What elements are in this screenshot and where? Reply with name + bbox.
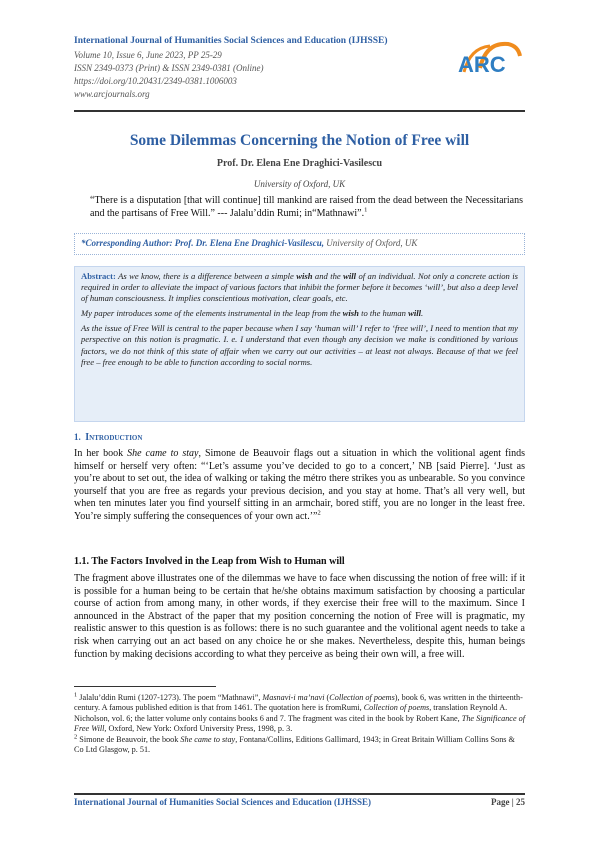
arc-logo xyxy=(456,38,522,78)
corresponding-label: *Corresponding Author: xyxy=(81,238,173,248)
article-author: Prof. Dr. Elena Ene Draghici-Vasilescu xyxy=(216,158,383,169)
article-title: Some Dilemmas Concerning the Notion of Free will xyxy=(129,132,470,149)
corresponding-affiliation: University of Oxford, UK xyxy=(326,238,418,248)
footnote-rule xyxy=(74,686,216,687)
doi-link[interactable]: https://doi.org/10.20431/2349-0381.1006003 xyxy=(74,76,237,86)
footnote-1: $^1$ Jalalu’ddin Rumi (1207-1273). The poem “Mathnawi”, Masnavi-i ma’navi (Collection of poems), book 6, was written in the thirteenth-century. A famous published edition is that from 1461. The quotation here is fromRumi, Collection of poems, translation Reynold A. Nicholson, vol. 6; the latter volume only contains books 6 and 7. The fragment was cited in the book by Robert Kane, The Significance of Free Will, Oxford, New York: Oxford University Press, 1998, p. 3. xyxy=(74,691,525,733)
footer-rule xyxy=(74,793,525,795)
volume-info: Volume 10, Issue 6, June 2023, PP 25-29 xyxy=(74,50,222,60)
header-rule xyxy=(74,110,525,112)
epigraph xyxy=(90,195,523,220)
abstract-paragraph-1: Abstract: As we know, there is a difference between a simple wish and the will of an individual. Not only a concrete action is required in order to alleviate the impact of various factors that inhibit the former before it becomes ‘will’, but also a deep level of human consciousness. It implies conscientious motivation, clear goals, etc. xyxy=(81,271,518,304)
author-affiliation: University of Oxford, UK xyxy=(253,179,346,189)
footnotes xyxy=(74,693,525,757)
abstract-paragraph-3: As the issue of Free Will is central to the paper because when I say ‘human will’ I refer to ‘free will’, I need to mention that my perspective on this notion is pragmatic. I. e. I understand that even though any decision we make is conditioned by various factors, we do not think of this state of affair when we carry out our activities – at least not always. Because of that we feel free – free enough to be able to function according to social norms. xyxy=(81,323,518,367)
corresponding-name: Prof. Dr. Elena Ene Draghici-Vasilescu, xyxy=(174,238,324,248)
epigraph-text: “There is a disputation [that will continue] till mankind are raised from the dead between the Necessitarians and the partisans of Free Will.” --- Jalalu’ddin Rumi; in“Mathnawi”. xyxy=(90,195,523,219)
issn-info: ISSN 2349-0373 (Print) & ISSN 2349-0381 (Online) xyxy=(74,63,264,73)
subsection-heading: 1.1. The Factors Involved in the Leap from Wish to Human will xyxy=(74,556,345,567)
page-number: Page | 25 xyxy=(491,797,525,807)
abstract-box xyxy=(74,266,525,422)
subsection-paragraph: The fragment above illustrates one of the dilemmas we have to face when discussing the notion of free will: if it is possible for a human being to be certain that he/she obtains maximum satisfaction by choosing a particular course of action from among many, in other words, if they exercise their free will to the maximum. Since I announced in the Abstract of the paper that my position concerning the notion of Free will is pragmatic, my realistic answer to this question is as follows: there is no such guarantee and the volitional agent needs to take a risk when carrying out an act based on any choice he or she makes. Nevertheless, despite this, human beings function by making decisions according to what they perceive as being their own will, a free will. xyxy=(74,573,525,660)
footnote-ref-2[interactable]: 2 xyxy=(317,509,321,517)
abstract-label: Abstract: xyxy=(81,271,116,281)
website-link[interactable]: www.arcjournals.org xyxy=(74,89,150,99)
introduction-paragraph: In her book She came to stay, Simone de Beauvoir flags out a situation in which the volitional agent finds himself or herself very often: “‘Let’s assume you’ve decided to go to a concert,’ NB [said Pierre]. ‘Just as you’re about to set out, the idea of walking or taking the métro there strikes you as unbearable. So you convince yourself that you are free as regards your previous decision, and you stay at home. That’s all very well, but when ten minutes later you find yourself sitting in an armchair, bored stiff, you are no longer in the least free. You’re simply suffering the consequences of your own act.’”$^2$ xyxy=(74,448,525,522)
journal-name: International Journal of Humanities Social Sciences and Education (IJHSSE) xyxy=(74,36,388,46)
footnote-ref-1[interactable]: 1 xyxy=(364,206,368,214)
footer-journal-name: International Journal of Humanities Social Sciences and Education (IJHSSE) xyxy=(74,797,372,807)
abstract-paragraph-2: My paper introduces some of the elements instrumental in the leap from the wish to the human will. xyxy=(81,308,424,319)
footnote-2: $^2$ Simone de Beauvoir, the book She came to stay, Fontana/Collins, Editions Gallimard, 1943; in Great Britain William Collins Sons & Co Ltd Glasgow, p. 51. xyxy=(74,733,515,755)
corresponding-author-box xyxy=(74,233,525,255)
logo-text: ARC xyxy=(458,52,506,77)
section-heading-introduction: 1. Introduction xyxy=(74,432,143,443)
